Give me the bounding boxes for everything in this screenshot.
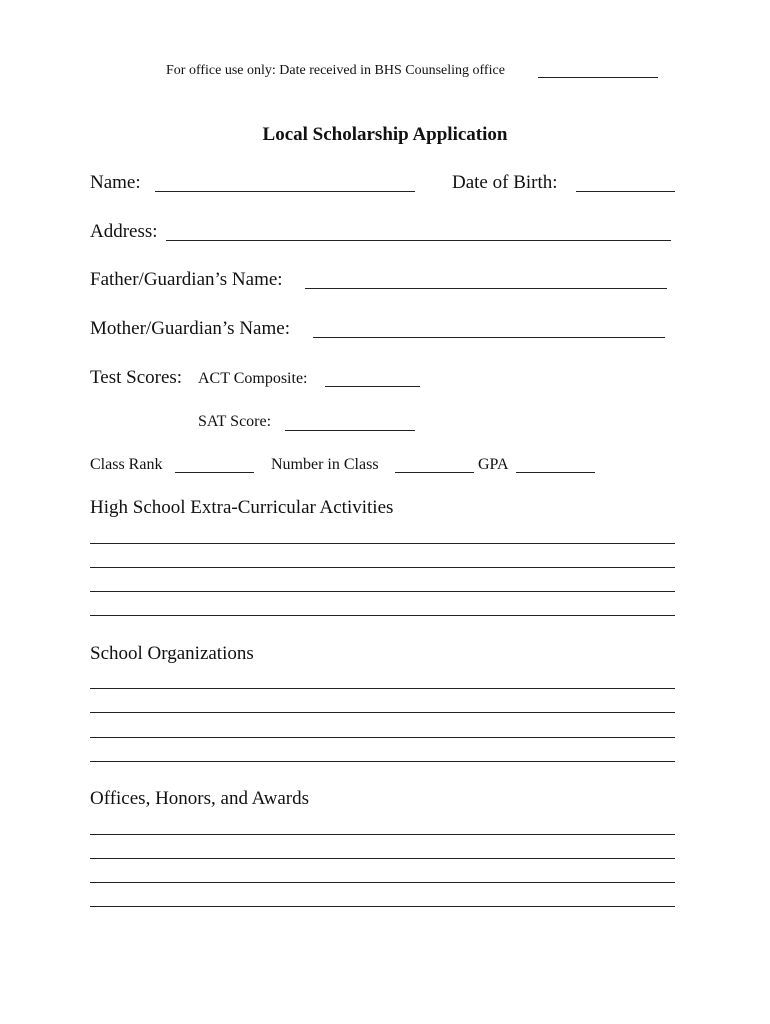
awards-line-2[interactable]	[90, 858, 675, 859]
father-guardian-name-field[interactable]	[305, 288, 667, 289]
act-composite-field[interactable]	[325, 386, 420, 387]
form-title: Local Scholarship Application	[262, 124, 508, 145]
extracurricular-activities-heading: High School Extra-Curricular Activities	[90, 497, 394, 518]
name-label: Name:	[90, 172, 141, 193]
sat-score-label: SAT Score:	[198, 413, 272, 430]
offices-honors-awards-heading: Offices, Honors, and Awards	[90, 788, 310, 809]
date-of-birth-field[interactable]	[576, 191, 675, 192]
organizations-line-4[interactable]	[90, 761, 675, 762]
father-guardian-name-label: Father/Guardian’s Name:	[90, 269, 283, 290]
activities-line-4[interactable]	[90, 615, 675, 616]
address-label: Address:	[90, 221, 158, 242]
date-of-birth-label: Date of Birth:	[452, 172, 558, 193]
office-use-label: For office use only: Date received in BHS Counseling office	[166, 63, 505, 78]
gpa-label: GPA	[478, 456, 509, 473]
awards-line-1[interactable]	[90, 834, 675, 835]
sat-score-field[interactable]	[285, 430, 415, 431]
office-date-received-field[interactable]	[538, 77, 658, 78]
awards-line-3[interactable]	[90, 882, 675, 883]
awards-line-4[interactable]	[90, 906, 675, 907]
activities-line-2[interactable]	[90, 567, 675, 568]
gpa-field[interactable]	[516, 472, 595, 473]
class-rank-field[interactable]	[175, 472, 254, 473]
name-field[interactable]	[155, 191, 415, 192]
address-field[interactable]	[166, 240, 671, 241]
organizations-line-3[interactable]	[90, 737, 675, 738]
activities-line-1[interactable]	[90, 543, 675, 544]
mother-guardian-name-label: Mother/Guardian’s Name:	[90, 318, 290, 339]
class-rank-label: Class Rank	[90, 456, 163, 473]
test-scores-label: Test Scores:	[90, 367, 183, 388]
organizations-line-2[interactable]	[90, 712, 675, 713]
number-in-class-field[interactable]	[395, 472, 474, 473]
organizations-line-1[interactable]	[90, 688, 675, 689]
act-composite-label: ACT Composite:	[198, 370, 308, 387]
activities-line-3[interactable]	[90, 591, 675, 592]
number-in-class-label: Number in Class	[271, 456, 379, 473]
school-organizations-heading: School Organizations	[90, 643, 254, 664]
mother-guardian-name-field[interactable]	[313, 337, 665, 338]
